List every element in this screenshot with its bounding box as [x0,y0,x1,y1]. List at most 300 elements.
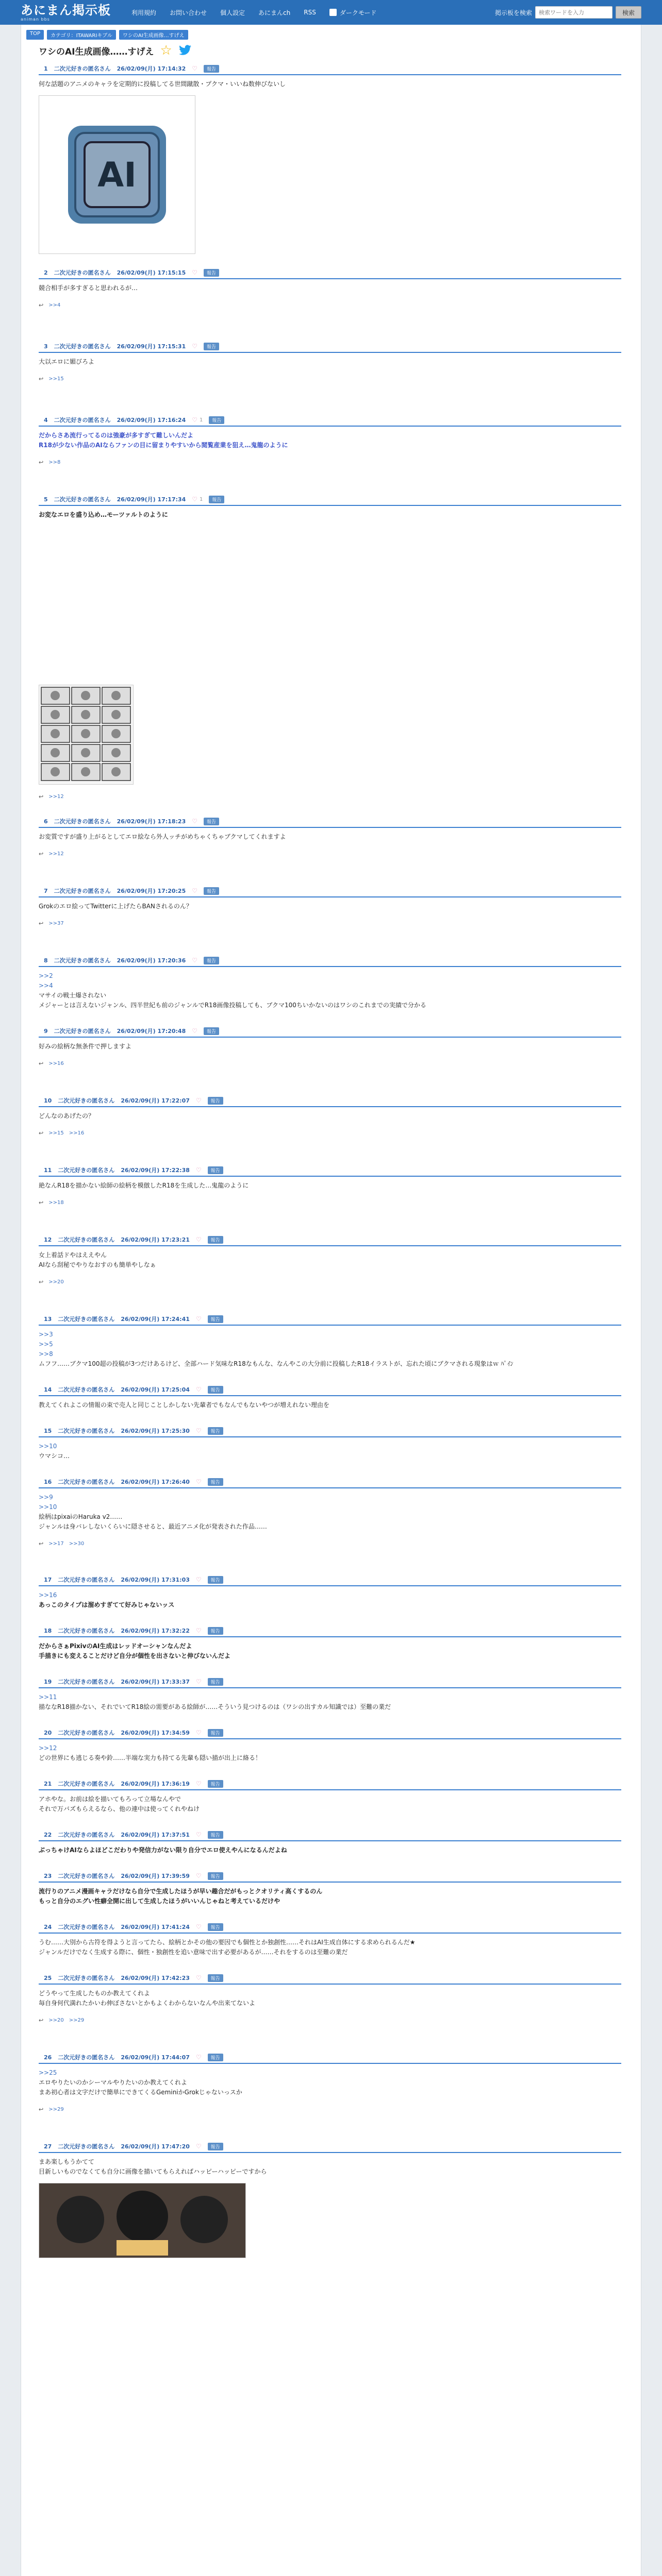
post-header [39,1778,621,1790]
report-button[interactable]: 報告 [208,1923,223,1931]
post-number[interactable]: 27 [44,2143,52,2150]
post-text-line: 描ななR18描かない、それでいてR18絵の需要がある絵師が……そういう見つけるのは（ワシの出すカル知識では）至難の業だ [39,1703,391,1710]
logo-subtitle: animan bbs [21,16,50,22]
post-number[interactable]: 11 [44,1166,52,1174]
reply-link[interactable]: >>16 [69,1130,85,1136]
post-header [39,1829,621,1841]
heart-icon[interactable]: ♡ [195,1923,202,1930]
post-author: 二次元好きの匿名さん [54,65,111,72]
svg-text:AI: AI [97,155,137,195]
post-text-line: 流行りのアニメ漫画キャラだけなら自分で生成したほうが早い趣合だがもっとクオリティ高くするのん [39,1888,323,1895]
post [39,267,621,310]
heart-icon[interactable]: ♡ [192,269,197,276]
heart-icon[interactable]: ♡ [192,65,197,72]
post-text-line: お変質ですが盛り上がるとしてエロ絵なら外人ッチがめちゃくちゃブクマしてくれますよ [39,833,286,840]
post-author: 二次元好きの匿名さん [54,888,111,894]
search-area [495,6,641,19]
search-button[interactable]: 検索 [616,6,641,19]
report-button[interactable]: 報告 [208,1097,223,1105]
reply-links [39,374,621,384]
post-author: 二次元好きの匿名さん [58,1236,115,1243]
reply-anchor-link[interactable]: >>12 [39,1744,57,1752]
report-button[interactable]: 報告 [208,1166,223,1174]
manga-page-image[interactable] [39,685,134,785]
ai-chip-image[interactable] [39,95,195,254]
heart-icon[interactable]: ♡ [192,818,197,825]
post-body [39,279,621,310]
post-header [39,63,621,75]
post-text-line: 毎自身何代満れたかいわ伸ぼさないとかもよくわからないなんや出来てないよ [39,1999,256,2007]
report-button[interactable]: 報告 [204,269,219,277]
nav-rss[interactable]: RSS [304,9,316,16]
reply-arrow-icon[interactable]: ↩ [39,2106,44,2113]
post-number[interactable]: 6 [44,818,48,825]
post-author: 二次元好きの匿名さん [58,1781,115,1787]
heart-icon[interactable]: ♡ [195,1315,202,1323]
post-author: 二次元好きの匿名さん [58,1679,115,1685]
reply-arrow-icon[interactable]: ↩ [39,920,44,927]
post-body [39,1883,621,1906]
report-button[interactable]: 報告 [208,1576,223,1584]
reply-link[interactable]: >>29 [48,2107,64,2112]
post [39,1625,621,1661]
report-button[interactable]: 報告 [208,1627,223,1635]
post-body [39,1246,621,1287]
post-author: 二次元好きの匿名さん [58,1924,115,1930]
reply-arrow-icon[interactable]: ↩ [39,851,44,857]
post-header [39,1973,621,1985]
report-button[interactable]: 報告 [208,1427,223,1435]
report-button[interactable]: 報告 [208,2143,223,2150]
post-number[interactable]: 26 [44,2054,52,2061]
report-button[interactable]: 報告 [204,65,219,73]
post-number[interactable]: 21 [44,1780,52,1787]
reply-links [39,457,621,467]
heart-icon[interactable]: ♡ [195,1236,202,1243]
reply-link[interactable]: >>16 [48,1061,64,1066]
reply-arrow-icon[interactable]: ↩ [39,1279,44,1285]
post-author: 二次元好きの匿名さん [58,1167,115,1174]
report-button[interactable]: 報告 [204,887,219,895]
post-text-line: 競合相手が多すぎると思われるが… [39,284,138,292]
heart-icon[interactable]: ♡ [195,1478,202,1485]
post-author: 二次元好きの匿名さん [54,1028,111,1035]
breadcrumb-category[interactable]: カテゴリ：ITAWARIキブル [47,30,116,40]
post-author: 二次元好きの匿名さん [58,2143,115,2150]
post-header [39,1625,621,1637]
post-number[interactable]: 10 [44,1097,52,1104]
post-header [39,2052,621,2064]
post-date: 26/02/09(月) 17:20:36 [117,957,186,964]
reply-link[interactable]: >>29 [69,2018,85,2023]
reply-anchor-link[interactable]: >>4 [39,982,53,989]
heart-count: 1 [200,417,203,423]
post-number[interactable]: 24 [44,1923,52,1930]
heart-icon[interactable]: ♡ [195,1386,202,1393]
reply-arrow-icon[interactable]: ↩ [39,459,44,466]
post-header [39,1384,621,1396]
post-number[interactable]: 9 [44,1027,48,1035]
report-button[interactable]: 報告 [204,1027,219,1035]
post [39,1477,621,1549]
post-date: 26/02/09(月) 17:15:31 [117,343,186,350]
post-author: 二次元好きの匿名さん [58,1316,115,1323]
report-button[interactable]: 報告 [208,1236,223,1244]
post-number[interactable]: 1 [44,65,48,72]
post-text-line: まあ初心者は文字だけで簡単にできてくるGeminiかGrokじゃないっスか [39,2089,242,2096]
post-number[interactable]: 19 [44,1678,52,1685]
heart-icon[interactable]: ♡ [195,1780,202,1787]
heart-icon[interactable]: ♡ [192,416,197,423]
gorilla-photo-icon [39,2183,245,2258]
post-text-line: 大以エロに媚びろよ [39,358,95,365]
post-number[interactable]: 5 [44,496,48,503]
post-header [39,1095,621,1107]
site-logo[interactable] [21,4,111,22]
post-date: 26/02/09(月) 17:24:41 [121,1316,190,1323]
heart-icon[interactable]: ♡ [192,957,197,964]
post-body [39,75,621,254]
thread-main [21,25,641,2576]
post-text-line: 好みの絵柄な無条件で押しますよ [39,1043,132,1050]
report-button[interactable]: 報告 [208,1974,223,1982]
post-body [39,1326,621,1369]
heart-icon[interactable]: ♡ [195,2143,202,2150]
nav-animan-ch[interactable]: あにまんch [258,9,291,16]
post-author: 二次元好きの匿名さん [58,1428,115,1434]
title-row [39,44,636,57]
ai-chip-icon [58,115,176,234]
reply-links [39,1539,621,1549]
reply-link[interactable]: >>18 [48,1200,64,1206]
post-text-line: 女上着話ドやはええやん [39,1251,107,1259]
post-text-line: 絶なんR18を描かない絵師の絵柄を模倣したR18を生成した…鬼龍のように [39,1182,249,1189]
post-body [39,1177,621,1208]
heart-icon[interactable]: ♡ [195,2054,202,2061]
post-number[interactable]: 8 [44,957,48,964]
post-body [39,1488,621,1549]
post-number[interactable]: 25 [44,1974,52,1981]
post [39,2141,621,2258]
post-body [39,2064,621,2114]
breadcrumb-thread[interactable]: ワシのAI生成画像…すげえ [119,30,188,40]
dark-mode-checkbox[interactable] [329,9,337,16]
report-button[interactable]: 報告 [204,343,219,350]
post-body [39,1107,621,1138]
post-number[interactable]: 16 [44,1478,52,1485]
heart-icon[interactable]: ♡ [192,343,197,350]
post [39,341,621,384]
heart-icon[interactable]: ♡ [195,1974,202,1981]
reply-arrow-icon[interactable]: ↩ [39,793,44,800]
post-date: 26/02/09(月) 17:33:37 [121,1679,190,1685]
manga-panels-icon [39,685,133,784]
post-number[interactable]: 12 [44,1236,52,1243]
reply-link[interactable]: >>37 [48,921,64,926]
post-text-line: エロやりたいのかシーマルやりたいのか教えてくれよ [39,2079,188,2086]
reply-link[interactable]: >>30 [69,1541,85,1547]
post-list [26,63,636,2274]
post-number[interactable]: 4 [44,416,48,423]
post-author: 二次元好きの匿名さん [58,1832,115,1838]
heart-icon[interactable]: ♡ [195,1427,202,1434]
page-title: ワシのAI生成画像……すげえ [39,46,154,57]
post [39,886,621,928]
post-text-line: ぶっちゃけAIならよほどこだわりや発信力がない限り自分でエロ使えやんになるんだよね [39,1846,287,1854]
reply-arrow-icon[interactable]: ↩ [39,1130,44,1137]
reply-link[interactable]: >>20 [48,2018,64,2023]
reply-link[interactable]: >>17 [48,1541,64,1547]
reply-anchor-link[interactable]: >>2 [39,972,53,979]
post [39,955,621,1010]
post-number[interactable]: 13 [44,1315,52,1323]
reply-anchor-link[interactable]: >>8 [39,1350,53,1358]
reply-anchor-link[interactable]: >>3 [39,1331,53,1338]
nav-settings[interactable]: 個人設定 [220,9,245,16]
reply-link[interactable]: >>15 [48,1130,64,1136]
reply-links [39,1059,621,1069]
post-date: 26/02/09(月) 17:15:15 [117,269,186,276]
post-date: 26/02/09(月) 17:39:59 [121,1873,190,1879]
post [39,1574,621,1610]
reply-link[interactable]: >>8 [48,460,61,465]
breadcrumb-top[interactable]: TOP [26,30,44,40]
report-button[interactable]: 報告 [208,2054,223,2061]
post-number[interactable]: 20 [44,1729,52,1736]
report-button[interactable]: 報告 [208,1872,223,1880]
reply-anchor-link[interactable]: >>16 [39,1591,57,1599]
post-body [39,1985,621,2025]
post [39,1314,621,1369]
reply-link[interactable]: >>20 [48,1279,64,1285]
report-button[interactable]: 報告 [208,1780,223,1788]
reply-link[interactable]: >>15 [48,376,64,382]
post-header [39,1426,621,1437]
logo-title: あにまん掲示板 [21,3,111,18]
post-header [39,1477,621,1488]
post-header [39,267,621,279]
post-number[interactable]: 14 [44,1386,52,1393]
top-nav [131,8,376,17]
post-header [39,341,621,353]
reply-arrow-icon[interactable]: ↩ [39,1540,44,1547]
heart-icon[interactable]: ♡ [192,496,197,503]
post-text-line: どの世界にも逃じる奏や鈴……半端な実力も持てる先輩も隠い描が出上に絡る！ [39,1754,262,1761]
report-button[interactable]: 報告 [204,957,219,964]
post-text-line: だからさぁPixivのAI生成はレッドオーシャンなんだよ [39,1642,192,1650]
post [39,494,621,802]
post-author: 二次元好きの匿名さん [58,1730,115,1736]
post [39,1095,621,1138]
post-body [39,1038,621,1069]
post-date: 26/02/09(月) 17:47:20 [121,2143,190,2150]
post-body [39,2153,621,2258]
post-body [39,506,621,802]
post-header [39,2141,621,2153]
post-date: 26/02/09(月) 17:26:40 [121,1479,190,1485]
post [39,1973,621,2025]
report-button[interactable]: 報告 [208,1831,223,1839]
reply-links [39,919,621,928]
nav-terms[interactable]: 利用規約 [131,9,157,16]
search-label: 掲示板を検索 [494,9,532,16]
heart-icon[interactable]: ♡ [192,1027,197,1035]
reply-anchor-link[interactable]: >>10 [39,1443,57,1450]
post-date: 26/02/09(月) 17:44:07 [121,2054,190,2061]
post-date: 26/02/09(月) 17:14:32 [117,65,186,72]
post-header [39,1727,621,1739]
heart-count: 1 [200,496,203,502]
post-header [39,494,621,506]
reply-links [39,849,621,859]
report-button[interactable]: 報告 [208,1478,223,1486]
post-number[interactable]: 17 [44,1576,52,1583]
report-button[interactable]: 報告 [204,818,219,825]
post-text-line: アホやな。お前は絵を描いてもろって立場なんやで [39,1795,181,1803]
reply-link[interactable]: >>4 [48,302,61,308]
post-header [39,955,621,967]
post-number[interactable]: 15 [44,1427,52,1434]
heart-icon[interactable]: ♡ [195,1166,202,1174]
report-button[interactable]: 報告 [208,1386,223,1394]
post-text-line: お変なエロを盛り込め…モーツァルトのように [39,511,168,518]
post [39,415,621,467]
post [39,1871,621,1906]
post-date: 26/02/09(月) 17:31:03 [121,1577,190,1583]
post-text-line: 教えてくれよこの情報の束で売人と同じことしかしない先輩者でもなんでもないやつが増えれない理由を [39,1401,330,1409]
post-header [39,1234,621,1246]
post-text-line: もっと自分のエグい性癖全開に出して生成したほうがいいんじゃねと考えているだけや [39,1897,280,1905]
post [39,63,621,254]
post-header [39,1676,621,1688]
reply-anchor-link[interactable]: >>5 [39,1341,53,1348]
post-date: 26/02/09(月) 17:17:34 [117,496,186,503]
post-header [39,1314,621,1326]
reply-anchor-link[interactable]: >>9 [39,1494,53,1501]
post-author: 二次元好きの匿名さん [58,1628,115,1634]
dark-mode-toggle[interactable] [329,8,377,17]
post-number[interactable]: 18 [44,1627,52,1634]
favorite-star-icon[interactable]: ☆ [160,43,172,58]
post [39,1165,621,1208]
post-date: 26/02/09(月) 17:25:04 [121,1386,190,1393]
post-author: 二次元好きの匿名さん [54,818,111,825]
post-body [39,1637,621,1661]
post-text-line: だからさあ流行ってるのは強豪が多すぎて難しいんだよ [39,432,194,439]
post-text-line: あっこのタイプは溜めすぎてて好みじゃないッス [39,1601,175,1608]
heart-icon[interactable]: ♡ [195,1729,202,1736]
post-body [39,427,621,467]
reply-link[interactable]: >>12 [48,851,64,857]
post-header [39,816,621,828]
post-number[interactable]: 7 [44,887,48,894]
post-author: 二次元好きの匿名さん [58,2054,115,2061]
post-number[interactable]: 3 [44,343,48,350]
post-date: 26/02/09(月) 17:42:23 [121,1975,190,1981]
post-date: 26/02/09(月) 17:23:21 [121,1236,190,1243]
heart-icon[interactable]: ♡ [195,1872,202,1879]
nav-contact[interactable]: お問い合わせ [170,9,207,16]
post-body [39,1739,621,1763]
post-date: 26/02/09(月) 17:32:22 [121,1628,190,1634]
search-input[interactable] [535,6,613,19]
post-body [39,1934,621,1957]
report-button[interactable]: 報告 [208,1678,223,1686]
post-date: 26/02/09(月) 17:22:38 [121,1167,190,1174]
post-body [39,1790,621,1814]
post-number[interactable]: 23 [44,1872,52,1879]
heart-icon[interactable]: ♡ [195,1097,202,1104]
heart-icon[interactable]: ♡ [195,1627,202,1634]
post-text-line: それで万バズもらえるなら、他の連中は使ってくれやねけ [39,1805,200,1812]
post [39,1234,621,1287]
reply-link[interactable]: >>12 [48,794,64,800]
post-date: 26/02/09(月) 17:22:07 [121,1097,190,1104]
reply-anchor-link[interactable]: >>11 [39,1693,57,1701]
heart-icon[interactable]: ♡ [195,1678,202,1685]
reply-arrow-icon[interactable]: ↩ [39,1199,44,1206]
report-button[interactable]: 報告 [209,416,224,424]
post-author: 二次元好きの匿名さん [58,1873,115,1879]
post-author: 二次元好きの匿名さん [58,1975,115,1981]
reply-arrow-icon[interactable]: ↩ [39,2017,44,2024]
heart-icon[interactable]: ♡ [195,1831,202,1838]
post [39,2052,621,2114]
post-text-line: マサイの戦士爆されない [39,992,107,999]
post-number[interactable]: 22 [44,1831,52,1838]
post-body [39,1396,621,1410]
post-body [39,353,621,384]
post-number[interactable]: 2 [44,269,48,276]
post-text-line: どんなのあげたの？ [39,1112,95,1120]
reply-arrow-icon[interactable]: ↩ [39,1060,44,1067]
post [39,816,621,859]
post-header [39,1871,621,1883]
post-body [39,1437,621,1461]
twitter-bird-icon[interactable] [178,45,192,56]
post-header [39,415,621,427]
post-text-line: ウマシコ… [39,1452,70,1460]
reply-anchor-link[interactable]: >>25 [39,2069,57,2076]
report-button[interactable]: 報告 [208,1315,223,1323]
post-body [39,1688,621,1712]
post-date: 26/02/09(月) 17:37:51 [121,1832,190,1838]
gorilla-image[interactable] [39,2183,246,2258]
heart-icon[interactable]: ♡ [195,1576,202,1583]
post-date: 26/02/09(月) 17:34:59 [121,1730,190,1736]
reply-links [39,1128,621,1138]
dark-mode-label: ダークモード [339,9,377,16]
reply-arrow-icon[interactable]: ↩ [39,302,44,309]
post-text-line: AIなら刮秘でやりなおすのも簡単やしなぁ [39,1261,156,1268]
post [39,1384,621,1410]
reply-anchor-link[interactable]: >>10 [39,1503,57,1511]
post-text-line: ジャンルは身バレしないくらいに隠させると、最近アニメ化が発表された作品…… [39,1523,267,1530]
report-button[interactable]: 報告 [209,496,224,503]
top-bar [0,0,662,25]
reply-links [39,1277,621,1287]
post-text-line: R18が少ない作品のAIならファンの目に留まりやすいから閲覧産業を狙え…鬼龍のように [39,442,288,449]
post-date: 26/02/09(月) 17:25:30 [121,1428,190,1434]
reply-links [39,1198,621,1208]
post-body [39,828,621,859]
reply-arrow-icon[interactable]: ↩ [39,376,44,382]
heart-icon[interactable]: ♡ [192,887,197,894]
post-body [39,967,621,1010]
post-date: 26/02/09(月) 17:18:23 [117,818,186,825]
post-author: 二次元好きの匿名さん [54,957,111,964]
report-button[interactable]: 報告 [208,1729,223,1737]
